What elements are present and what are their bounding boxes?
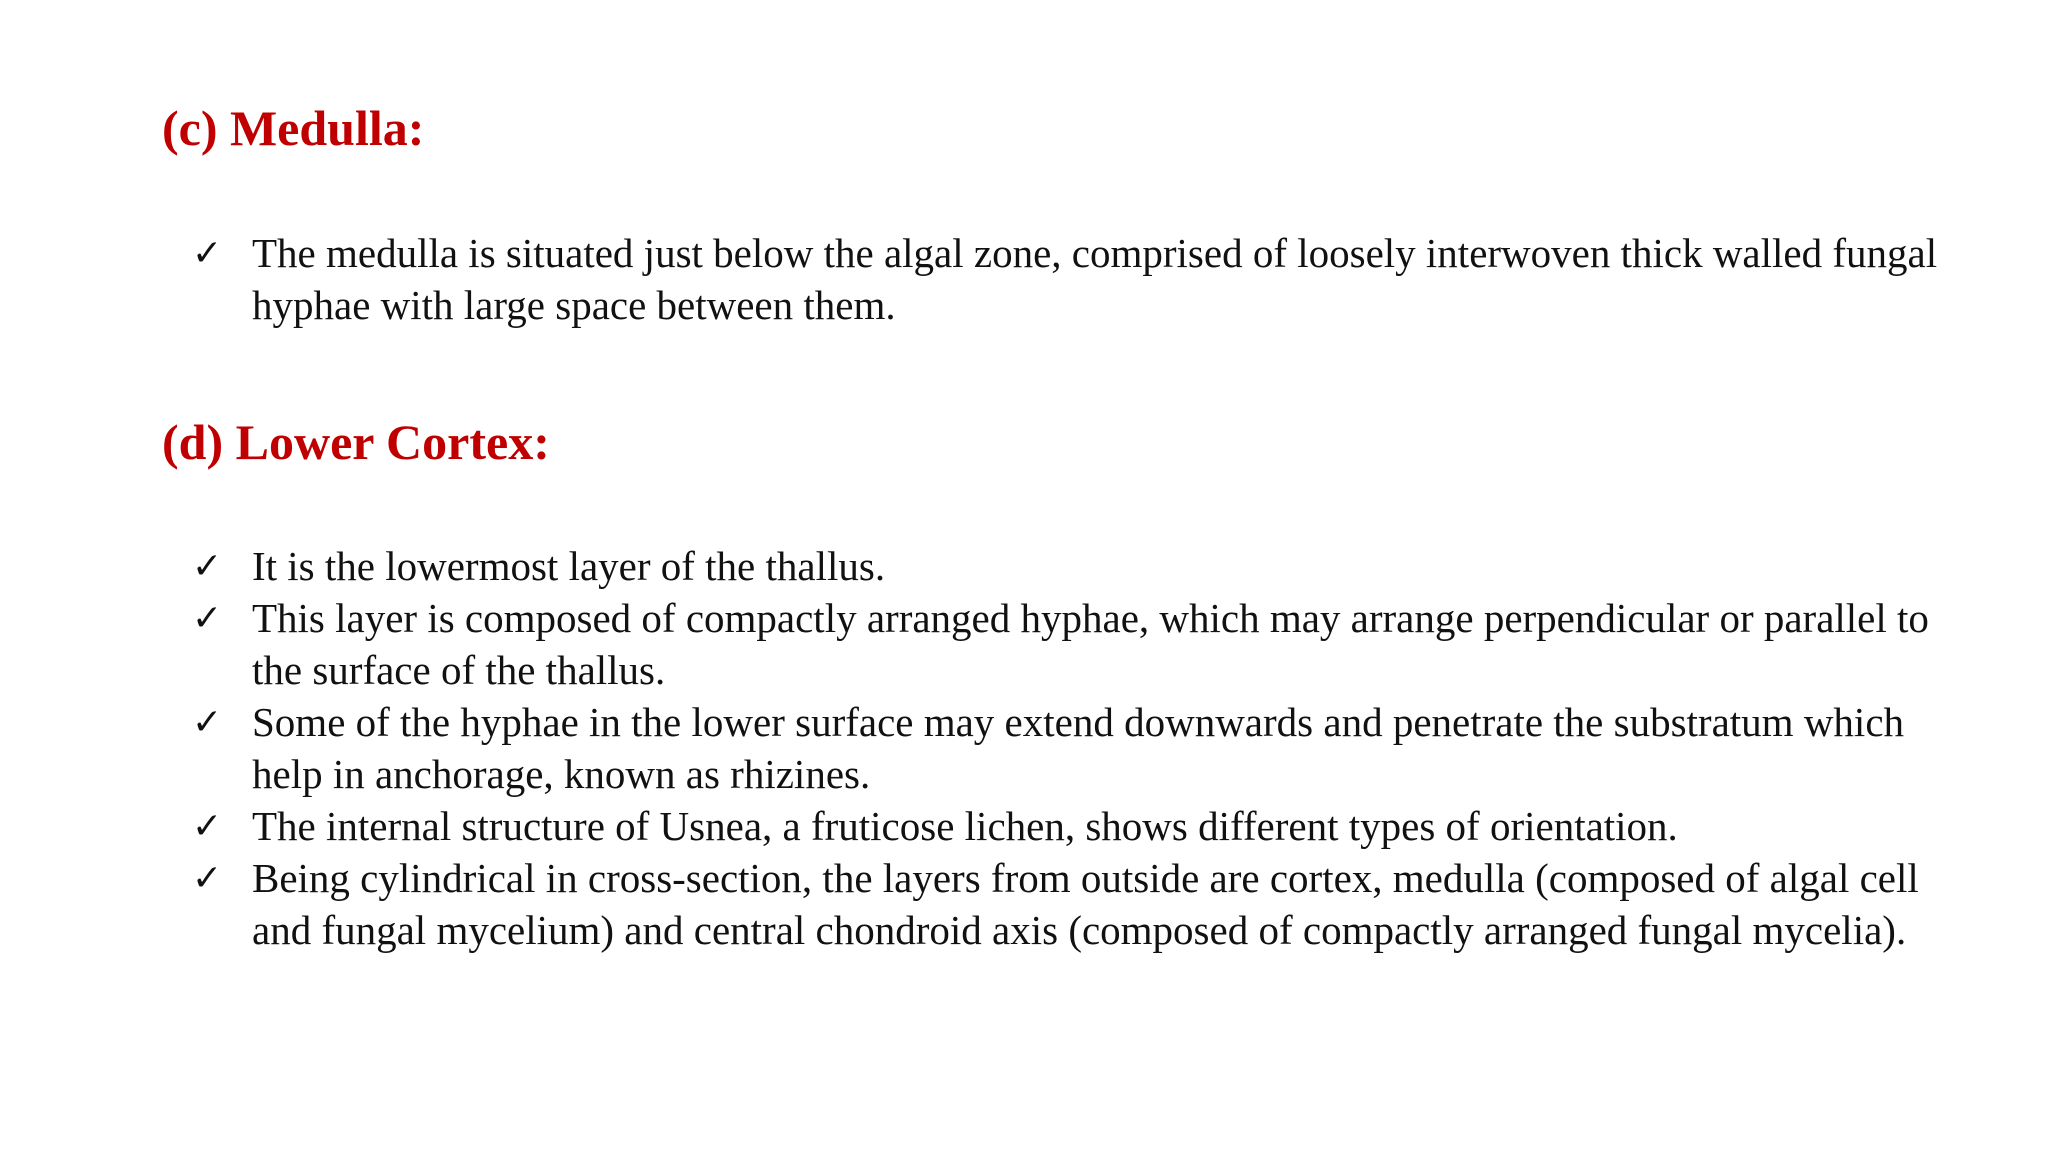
list-item <box>192 227 1952 331</box>
medulla-bullet-list <box>192 227 1952 331</box>
bullet-text: The medulla is situated just below the algal zone, comprised of loosely interwoven thick walled fungal hyphae with large space between them. <box>252 230 1938 328</box>
list-item <box>192 696 1952 800</box>
bullet-text: Some of the hyphae in the lower surface may extend downwards and penetrate the substratum which help in anchorage, known as rhizines. <box>252 699 1905 797</box>
checkmark-icon: ✓ <box>192 233 223 273</box>
lower-cortex-bullet-list <box>192 540 1952 956</box>
bullet-text: This layer is composed of compactly arranged hyphae, which may arrange perpendicular or parallel to the surface of the thallus. <box>252 595 1929 693</box>
checkmark-icon: ✓ <box>192 546 223 586</box>
list-item <box>192 540 1952 592</box>
list-item <box>192 800 1952 852</box>
bullet-text: It is the lowermost layer of the thallus. <box>252 543 886 589</box>
section-heading-medulla: (c) Medulla: <box>162 100 425 156</box>
checkmark-icon: ✓ <box>192 702 223 742</box>
list-item <box>192 592 1952 696</box>
list-item <box>192 852 1952 956</box>
bullet-text: Being cylindrical in cross-section, the layers from outside are cortex, medulla (composed of algal cell and fungal mycelium) and central chondroid axis (composed of compactly arranged fungal mycelia). <box>252 855 1919 953</box>
checkmark-icon: ✓ <box>192 806 223 846</box>
section-heading-lower-cortex: (d) Lower Cortex: <box>162 414 550 470</box>
checkmark-icon: ✓ <box>192 598 223 638</box>
bullet-text: The internal structure of Usnea, a fruticose lichen, shows different types of orientation. <box>252 803 1678 849</box>
checkmark-icon: ✓ <box>192 858 223 898</box>
